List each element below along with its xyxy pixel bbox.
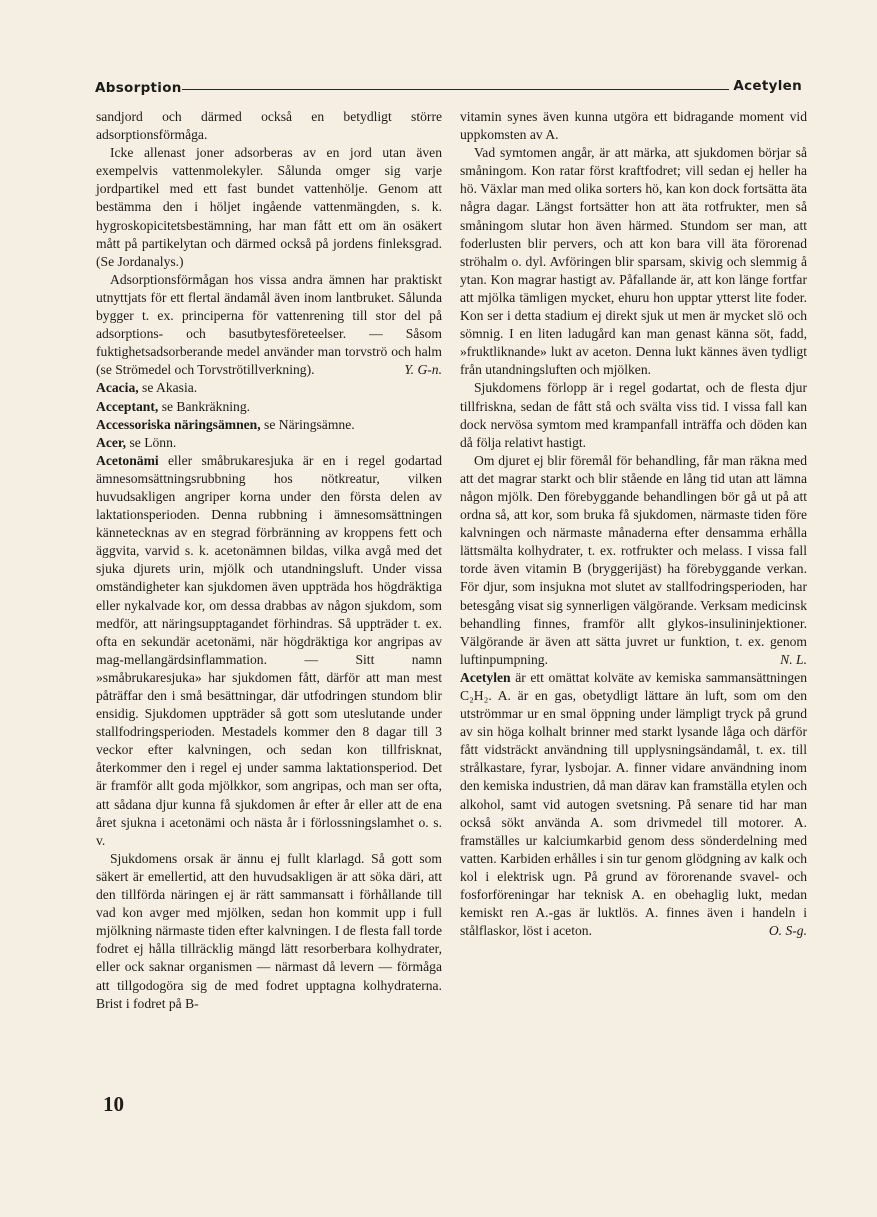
entry-headword: Accessoriska näringsämnen, bbox=[96, 416, 261, 432]
entry-headword: Acacia, bbox=[96, 380, 139, 396]
entry-paragraph bbox=[96, 434, 442, 452]
author-signature: N. L. bbox=[780, 651, 807, 667]
paragraph bbox=[96, 108, 442, 144]
paragraph-text: vitamin synes även kunna utgöra ett bidragande moment vid uppkomsten av A. bbox=[460, 109, 807, 143]
paragraph bbox=[460, 452, 807, 669]
paragraph-text: se Lönn. bbox=[126, 434, 177, 450]
left-column bbox=[96, 108, 442, 1013]
entry-headword: Acceptant, bbox=[96, 398, 159, 414]
right-column bbox=[460, 108, 807, 940]
entry-paragraph bbox=[460, 669, 807, 940]
paragraph bbox=[96, 850, 442, 1013]
entry-paragraph bbox=[96, 398, 442, 416]
paragraph-text: eller småbrukaresjuka är en i regel godartad ämnesomsättningsrubbning hos nötkreatur, vilken huvudsakligen angriper korna under den första delen av laktationsperioden. Denna rubbning i ämnesomsättningen kännetecknas av en stegrad förbränning av kroppens fett och äggvita, varvid s. k. acetonämnen bildas, vilka avgå med det sjuka djurets urin, mjölk och utandningsluft. Under vissa omständigheter kan sjukdomen även uppträda hos högdräktiga eller nykalvade kor, om dessa drabbas av någon sjukdom, som medför, att näringsupptagandet förhindras. Så uppträder t. ex. ofta en sekundär acetonämi, när högdräktiga kor angripas av mag-mellangärdsinflammation. — Sitt namn »småbrukaresjuka» har sjukdomen fått, därför att man mest påträffar den i små besättningar, där utfodringen stundom blir ensidig. Sjukdomen uppträder så gott som uteslutande under stallfodringsperioden. Mestadels kommer den 8 dagar till 3 veckor efter kalvningen, och sedan kon tillfrisknat, återkommer den i regel ej under samma laktationsperiod. Det är framför allt goda mjölkkor, som angripas, och man ser ofta, att sådana djur kunna få sjukdomen år efter år eller att de ena året sjukna i acetonämi och nästa år i förlossningslamhet o. s. v. bbox=[96, 452, 442, 848]
paragraph bbox=[460, 379, 807, 451]
running-header-right: Acetylen bbox=[733, 78, 802, 94]
author-signature: O. S-g. bbox=[768, 923, 807, 939]
entry-headword: Acetylen bbox=[460, 669, 511, 685]
paragraph-text: se Akasia. bbox=[138, 380, 198, 396]
entry-headword: Acer, bbox=[96, 434, 127, 450]
entry-headword: Acetonämi bbox=[96, 452, 159, 468]
paragraph bbox=[96, 144, 442, 271]
paragraph-text: Icke allenast joner adsorberas av en jord utan även exempelvis vattenmolekyler. Sålunda omger sig varje jordpartikel med ett fast bundet vattenhölje. Genom att bestämma den i höljet ingående vattenmängden, s. k. hygroskopicitetsbestämning, har man fått ett om än osäkert mått på partikelytan och därmed också på jordens finleksgrad. (Se Jordanalys.) bbox=[96, 145, 442, 269]
paragraph-text: Vad symtomen angår, är att märka, att sjukdomen börjar så småningom. Kon ratar först kraftfodret; vill sedan ej heller ha hö. Växlar man med olika sorters hö, kan kon dock fortsätta äta några dagar. Längst fortsätter hon att äta rotfrukter, men så småningom slutar hon även härmed. Stundom ser man, att foderlusten blir pervers, och att kon bara vill äta förorenad ströhalm o. dyl. Avföringen blir sparsam, skivig och slemmig å ytan. Kon magrar hastigt av. Påfallande är, att kon länge fortfar att mjölka tämligen mycket, ehuru hon upptar ytterst lite foder. Kon ser i detta stadium ej direkt sjuk ut men är mycket slö och sömnig. I en liten ladugård kan man genast känna söt, fadd, »fruktliknande» lukt av aceton. Denna lukt kännes även tydligt från utandningsluften och mjölken. bbox=[460, 145, 807, 378]
paragraph-text: Sjukdomens orsak är ännu ej fullt klarlagd. Så gott som säkert är emellertid, att den huvudsakligen är att söka däri, att den tillförda näringen ej är rätt sammansatt i förhållande till vad kon avger med mjölken, sedan hon kommit upp i full mjölkning närmaste tiden efter kalvningen. I de flesta fall torde fodret ej hålla tillräcklig mängd lätt resorberbara kolhydrater, eller ock saknar organismen — närmast då levern — förmåga att tillgodogöra sig de med fodret upptagna kolhydraterna. Brist i fodret på B- bbox=[96, 850, 442, 1011]
entry-paragraph bbox=[96, 379, 442, 397]
author-signature: Y. G-n. bbox=[404, 362, 442, 378]
paragraph-text: Adsorptionsförmågan hos vissa andra ämnen har praktiskt utnyttjats för ett flertal ändamål även inom lantbruket. Sålunda bygger t. ex. principerna för vattenrening till stor del på adsorptions- och basutbytesföreteelser. — Såsom fuktighetsadsorberande medel använder man torvströ och halm (se Strömedel och Torvströtillverkning). bbox=[96, 271, 442, 378]
paragraph-text: är ett omättat kolväte av kemiska sammansättningen C₂H₂. A. är en gas, obetydligt lättare än luft, som om den utströmmar ur en smal öppning under lämpligt tryck på grund av sin höga kolhalt brinner med starkt lysande låga och därför fått vidsträckt användning till upplysningsändamål, t. ex. till strålkastare, fyrar, lysbojar. A. finner vidare användning inom den kemiska industrien, då man därav kan framställa etylen och alkohol, samt vid autogen svetsning. På senare tid har man också sökt använda A. som drivmedel till motorer. A. framställes ur kalciumkarbid genom dess sönderdelning med vatten. Karbiden erhålles i sin tur genom glödgning av kalk och kol i elektrisk ugn. På grund av förorenande svavel- och fosforföreningar har teknisk A. en obehaglig lukt, medan kemiskt ren A.-gas är luktlös. A. finnes även i handeln i stålflaskor, löst i aceton. bbox=[460, 669, 807, 939]
paragraph-text: se Bankräkning. bbox=[158, 398, 251, 414]
paragraph bbox=[460, 108, 807, 144]
paragraph-text: Sjukdomens förlopp är i regel godartat, och de flesta djur tillfriskna, sedan de fått stå och svälta viss tid. I vissa fall kan dock nervösa symtom med krampanfall inträffa och döden kan då följa relativt hastigt. bbox=[460, 380, 807, 450]
paragraph-text: sandjord och därmed också en betydligt större adsorptionsförmåga. bbox=[96, 109, 442, 143]
paragraph-text: se Näringsämne. bbox=[260, 416, 355, 432]
paragraph bbox=[96, 271, 442, 380]
page-number: 10 bbox=[103, 1092, 124, 1116]
paragraph bbox=[460, 144, 807, 379]
paragraph-text: Om djuret ej blir föremål för behandling, får man räkna med att det magrar starkt och blir stående en lång tid utan att lämna någon mjölk. Den förebyggande behandlingen bör gå ut på att ordna så, att kor, som bruka få sjukdomen, närmaste tiden före kalvningen och närmaste månaderna efter densamma erhålla lättsmälta kolhydrater, t. ex. rotfrukter och melass. I vissa fall torde även vitamin B (bryggerijäst) ha förebyggande verkan. För djur, som insjukna mot slutet av stallfodringsperioden, har betesgång visat sig synnerligen välgörande. Verksam medicinsk behandling finnes, framför allt glykos-insulininjektioner. Välgörande är även att sätta juvret ur funktion, t. ex. genom luftinpumpning. bbox=[460, 452, 807, 667]
entry-paragraph bbox=[96, 452, 442, 850]
running-header-left: Absorption bbox=[95, 80, 182, 96]
entry-paragraph bbox=[96, 416, 442, 434]
header-rule bbox=[182, 89, 729, 90]
